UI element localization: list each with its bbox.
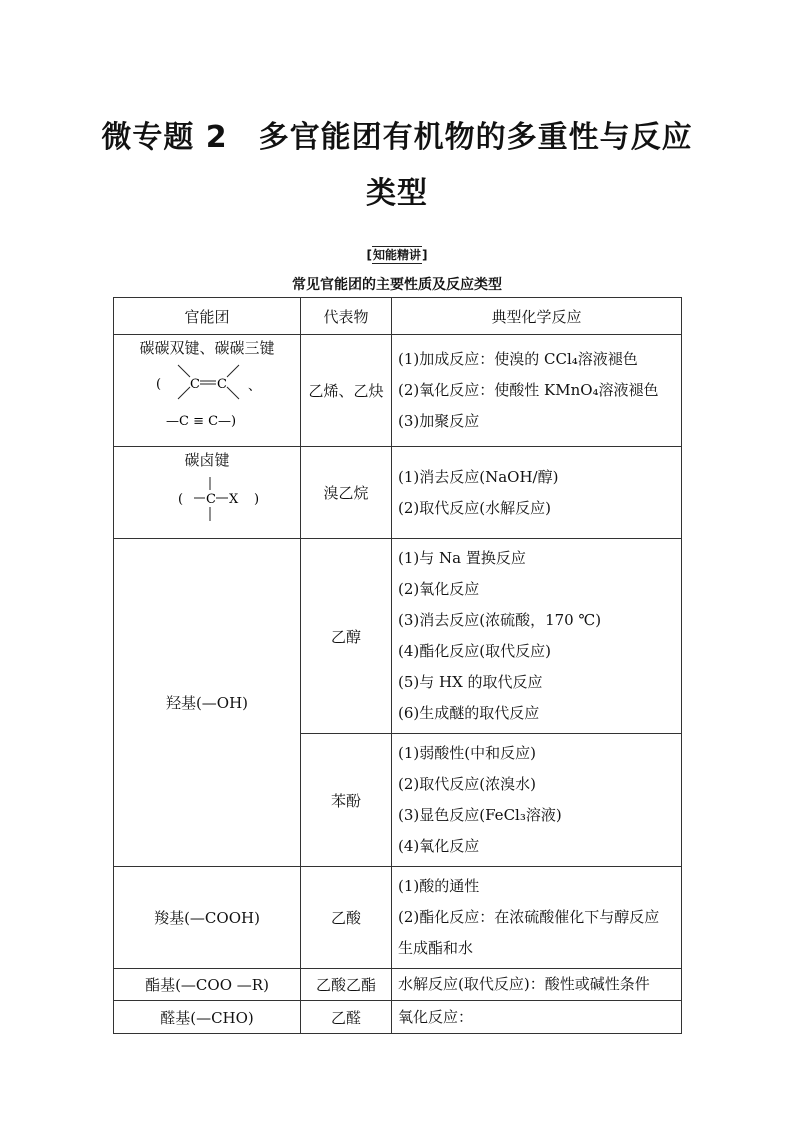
- reaction-item: (1)酸的通性: [398, 877, 480, 895]
- page-title-line-1: 微专题 2 多官能团有机物的多重性与反应: [101, 120, 693, 155]
- structure-halogen: X: [229, 492, 239, 507]
- functional-group-cell: 羧基(—COOH): [114, 867, 301, 969]
- structure-carbon-right: C: [217, 377, 227, 392]
- page-title-line-2: 类型: [366, 176, 428, 211]
- reaction-item: (1)消去反应(NaOH/醇): [398, 467, 559, 486]
- reaction-item: 水解反应(取代反应)：酸性或碱性条件: [398, 975, 650, 993]
- table-row: [114, 867, 682, 969]
- reaction-item: (6)生成醚的取代反应: [398, 704, 540, 722]
- table-row: [114, 1001, 682, 1034]
- reactions-cell: [392, 447, 682, 539]
- functional-group-table: [113, 297, 682, 1034]
- alkene-alkyne-structure: [114, 359, 300, 437]
- reaction-item: 氧化反应：: [398, 1007, 474, 1026]
- functional-group-cell: [114, 447, 301, 539]
- reaction-item: (2)酯化反应：在浓硫酸催化下与醇反应: [398, 908, 660, 926]
- reaction-item: (3)消去反应(浓硫酸，170 ℃): [398, 611, 602, 629]
- functional-group-name: 碳卤键: [184, 451, 230, 469]
- reactions-cell: [392, 969, 682, 1001]
- section-tag-label: 知能精讲: [372, 248, 421, 262]
- structure-separator: 、: [248, 379, 262, 394]
- header-typical-reactions: 典型化学反应: [392, 298, 682, 335]
- reaction-item: (2)氧化反应：使酸性 KMnO₄溶液褪色: [398, 381, 659, 399]
- reactions-cell: [392, 335, 682, 447]
- structure-triple-bond: —C ≡ C—): [166, 414, 237, 429]
- representative-cell: 乙酸乙酯: [301, 969, 392, 1001]
- representative-cell: 乙醛: [301, 1001, 392, 1034]
- reaction-item: (4)氧化反应: [398, 837, 480, 855]
- haloalkane-structure: [114, 471, 300, 531]
- structure-carbon-left: C: [190, 377, 200, 392]
- carbon-halogen-structure-diagram: [132, 471, 282, 531]
- functional-group-cell: [114, 335, 301, 447]
- functional-group-cell: 酯基(—COO —R): [114, 969, 301, 1001]
- reaction-item: (5)与 HX 的取代反应: [398, 673, 543, 691]
- representative-cell: 乙酸: [301, 867, 392, 969]
- structure-open-paren: (: [156, 377, 162, 392]
- reaction-item: 生成酯和水: [398, 939, 474, 957]
- section-tag: [知能精讲]: [366, 248, 428, 262]
- reaction-item: (3)加聚反应: [398, 412, 480, 430]
- table-row: [114, 447, 682, 539]
- reaction-item: (1)弱酸性(中和反应): [398, 744, 536, 762]
- reaction-item: (2)氧化反应: [398, 580, 480, 598]
- functional-group-cell: 羟基(—OH): [114, 539, 301, 867]
- reaction-item: (4)酯化反应(取代反应): [398, 642, 551, 660]
- table-row: [114, 969, 682, 1001]
- double-bond-structure-diagram: [132, 359, 282, 437]
- reaction-item: (2)取代反应(水解反应): [398, 498, 551, 517]
- structure-close-paren: ): [254, 492, 260, 507]
- representative-cell: 溴乙烷: [301, 447, 392, 539]
- table-row: [114, 539, 682, 734]
- reaction-item: (1)与 Na 置换反应: [398, 549, 526, 567]
- representative-cell: 乙烯、乙炔: [301, 335, 392, 447]
- reactions-cell: [392, 539, 682, 734]
- table-caption: 常见官能团的主要性质及反应类型: [292, 277, 502, 293]
- reactions-cell: [392, 734, 682, 867]
- table-header-row: [114, 298, 682, 335]
- reaction-item: (3)显色反应(FeCl₃溶液): [398, 806, 562, 824]
- functional-group-cell: 醛基(—CHO): [114, 1001, 301, 1034]
- representative-cell: 苯酚: [301, 734, 392, 867]
- structure-open-paren: (: [178, 492, 184, 507]
- structure-carbon: C: [206, 492, 216, 507]
- reactions-cell: [392, 867, 682, 969]
- reactions-cell: [392, 1001, 682, 1034]
- table-row: [114, 335, 682, 447]
- header-representative: 代表物: [301, 298, 392, 335]
- functional-group-name: 碳碳双键、碳碳三键: [139, 339, 275, 357]
- representative-cell: 乙醇: [301, 539, 392, 734]
- reaction-item: (1)加成反应：使溴的 CCl₄溶液褪色: [398, 350, 638, 368]
- reaction-item: (2)取代反应(浓溴水): [398, 775, 536, 793]
- header-functional-group: 官能团: [114, 298, 301, 335]
